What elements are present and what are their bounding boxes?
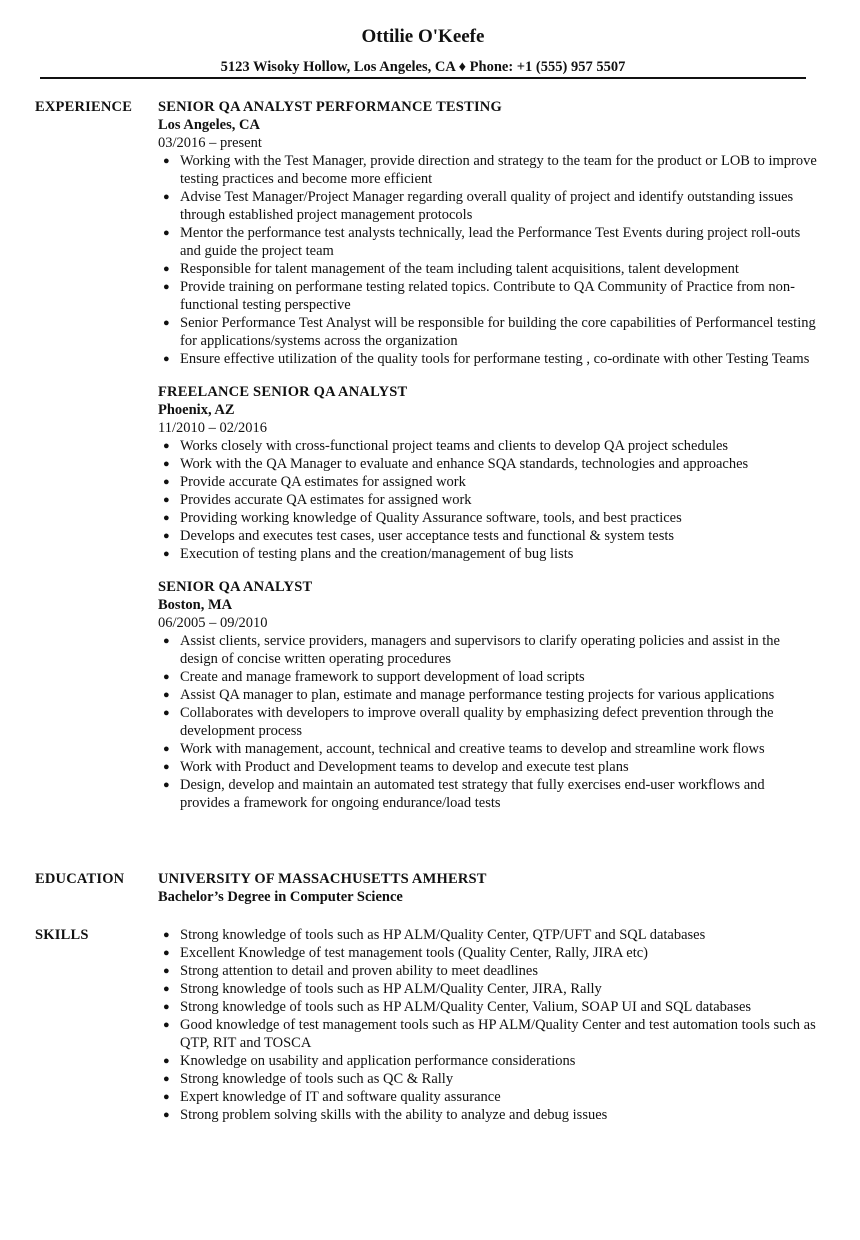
list-item bbox=[158, 668, 818, 686]
list-item bbox=[158, 704, 818, 740]
bullet-icon: ● bbox=[163, 548, 170, 560]
list-item bbox=[158, 980, 818, 998]
degree-name: Bachelor’s Degree in Computer Science bbox=[158, 889, 403, 905]
skill-text: Strong knowledge of tools such as HP ALM/Quality Center, QTP/UFT and SQL databases bbox=[180, 927, 706, 943]
duty-text: Ensure effective utilization of the quality tools for performane testing , co-ordinate with other Testing Teams bbox=[180, 351, 810, 367]
list-item bbox=[158, 473, 818, 491]
bullet-icon: ● bbox=[163, 1001, 170, 1013]
list-item bbox=[158, 686, 818, 704]
job-title: SENIOR QA ANALYST PERFORMANCE TESTING bbox=[158, 99, 502, 115]
list-item bbox=[158, 758, 818, 776]
bullet-icon: ● bbox=[163, 1019, 170, 1031]
bullet-icon: ● bbox=[163, 458, 170, 470]
job-dates: 03/2016 – present bbox=[158, 135, 262, 151]
skill-text: Good knowledge of test management tools such as HP ALM/Quality Center and test automation tools such as QTP, RIT and TOSCA bbox=[180, 1017, 816, 1051]
job-location: Phoenix, AZ bbox=[158, 402, 235, 418]
duty-text: Responsible for talent management of the team including talent acquisitions, talent development bbox=[180, 261, 739, 277]
list-item bbox=[158, 1070, 818, 1088]
header-divider bbox=[40, 77, 806, 79]
duty-text: Providing working knowledge of Quality Assurance software, tools, and best practices bbox=[180, 510, 682, 526]
job-entry bbox=[158, 383, 818, 563]
bullet-icon: ● bbox=[163, 671, 170, 683]
duty-text: Advise Test Manager/Project Manager regarding overall quality of project and identify outstanding issues through established project management protocols bbox=[180, 189, 794, 223]
bullet-icon: ● bbox=[163, 761, 170, 773]
bullet-icon: ● bbox=[163, 227, 170, 239]
job-duties-list bbox=[158, 632, 818, 812]
bullet-icon: ● bbox=[163, 743, 170, 755]
bullet-icon: ● bbox=[163, 983, 170, 995]
list-item bbox=[158, 1052, 818, 1070]
skill-text: Knowledge on usability and application performance considerations bbox=[180, 1053, 576, 1069]
job-entry bbox=[158, 578, 818, 812]
skill-text: Strong attention to detail and proven ability to meet deadlines bbox=[180, 963, 538, 979]
education-heading: EDUCATION bbox=[35, 871, 125, 887]
experience-jobs bbox=[158, 98, 818, 827]
education-body bbox=[158, 870, 818, 906]
candidate-name: Ottilie O'Keefe bbox=[361, 26, 485, 47]
duty-text: Senior Performance Test Analyst will be responsible for building the core capabilities of Performancel testing for applications/systems across the organization bbox=[180, 315, 816, 349]
job-dates: 11/2010 – 02/2016 bbox=[158, 420, 268, 436]
job-duties-list bbox=[158, 152, 818, 368]
duty-text: Provide training on performane testing related topics. Contribute to QA Community of Practice from non-functional testing perspective bbox=[180, 279, 795, 313]
duty-text: Collaborates with developers to improve overall quality by emphasizing defect prevention through the development process bbox=[180, 705, 774, 739]
skills-body bbox=[158, 926, 818, 1124]
bullet-icon: ● bbox=[163, 155, 170, 167]
job-location: Boston, MA bbox=[158, 597, 233, 613]
duty-text: Work with the QA Manager to evaluate and enhance SQA standards, technologies and approaches bbox=[180, 456, 749, 472]
duty-text: Execution of testing plans and the creation/management of bug lists bbox=[180, 546, 574, 562]
bullet-icon: ● bbox=[163, 635, 170, 647]
skills-heading: SKILLS bbox=[35, 927, 89, 943]
duty-text: Provides accurate QA estimates for assigned work bbox=[180, 492, 472, 508]
duty-text: Develops and executes test cases, user acceptance tests and functional & system tests bbox=[180, 528, 675, 544]
list-item bbox=[158, 314, 818, 350]
experience-heading: EXPERIENCE bbox=[35, 99, 133, 115]
list-item bbox=[158, 350, 818, 368]
list-item bbox=[158, 188, 818, 224]
skill-text: Strong knowledge of tools such as HP ALM/Quality Center, JIRA, Rally bbox=[180, 981, 602, 997]
bullet-icon: ● bbox=[163, 1073, 170, 1085]
list-item bbox=[158, 962, 818, 980]
duty-text: Work with management, account, technical and creative teams to develop and streamline work flows bbox=[180, 741, 765, 757]
bullet-icon: ● bbox=[163, 929, 170, 941]
list-item bbox=[158, 944, 818, 962]
bullet-icon: ● bbox=[163, 476, 170, 488]
list-item bbox=[158, 740, 818, 758]
bullet-icon: ● bbox=[163, 1109, 170, 1121]
job-entry bbox=[158, 98, 818, 368]
skill-text: Strong problem solving skills with the ability to analyze and debug issues bbox=[180, 1107, 608, 1123]
bullet-icon: ● bbox=[163, 353, 170, 365]
job-title: FREELANCE SENIOR QA ANALYST bbox=[158, 384, 408, 400]
bullet-icon: ● bbox=[163, 947, 170, 959]
duty-text: Work with Product and Development teams to develop and execute test plans bbox=[180, 759, 629, 775]
job-dates: 06/2005 – 09/2010 bbox=[158, 615, 268, 631]
bullet-icon: ● bbox=[163, 494, 170, 506]
duty-text: Assist QA manager to plan, estimate and manage performance testing projects for various applications bbox=[180, 687, 775, 703]
skills-list bbox=[158, 926, 818, 1124]
duty-text: Mentor the performance test analysts technically, lead the Performance Test Events during project roll-outs and guide the project team bbox=[180, 225, 801, 259]
bullet-icon: ● bbox=[163, 965, 170, 977]
duty-text: Provide accurate QA estimates for assigned work bbox=[180, 474, 466, 490]
list-item bbox=[158, 278, 818, 314]
job-title: SENIOR QA ANALYST bbox=[158, 579, 313, 595]
list-item bbox=[158, 632, 818, 668]
list-item bbox=[158, 926, 818, 944]
list-item bbox=[158, 455, 818, 473]
list-item bbox=[158, 224, 818, 260]
list-item bbox=[158, 1016, 818, 1052]
bullet-icon: ● bbox=[163, 779, 170, 791]
list-item bbox=[158, 527, 818, 545]
list-item bbox=[158, 152, 818, 188]
bullet-icon: ● bbox=[163, 689, 170, 701]
list-item bbox=[158, 776, 818, 812]
duty-text: Design, develop and maintain an automated test strategy that fully exercises end-user workflows and provides a framework for ongoing endurance/load tests bbox=[180, 777, 765, 811]
school-name: UNIVERSITY OF MASSACHUSETTS AMHERST bbox=[158, 871, 487, 887]
list-item bbox=[158, 1106, 818, 1124]
bullet-icon: ● bbox=[163, 707, 170, 719]
list-item bbox=[158, 509, 818, 527]
list-item bbox=[158, 260, 818, 278]
list-item bbox=[158, 545, 818, 563]
duty-text: Works closely with cross-functional project teams and clients to develop QA project schedules bbox=[180, 438, 729, 454]
skill-text: Strong knowledge of tools such as HP ALM/Quality Center, Valium, SOAP UI and SQL databases bbox=[180, 999, 752, 1015]
duty-text: Assist clients, service providers, managers and supervisors to clarify operating policies and assist in the design of concise written operating procedures bbox=[180, 633, 780, 667]
skill-text: Strong knowledge of tools such as QC & Rally bbox=[180, 1071, 454, 1087]
skill-text: Excellent Knowledge of test management tools (Quality Center, Rally, JIRA etc) bbox=[180, 945, 648, 961]
bullet-icon: ● bbox=[163, 1055, 170, 1067]
contact-line: 5123 Wisoky Hollow, Los Angeles, CA ♦ Phone: +1 (555) 957 5507 bbox=[220, 59, 626, 75]
bullet-icon: ● bbox=[163, 263, 170, 275]
bullet-icon: ● bbox=[163, 512, 170, 524]
job-duties-list bbox=[158, 437, 818, 563]
duty-text: Working with the Test Manager, provide direction and strategy to the team for the product or LOB to improve testing practices and become more efficient bbox=[180, 153, 817, 187]
list-item bbox=[158, 437, 818, 455]
bullet-icon: ● bbox=[163, 440, 170, 452]
duty-text: Create and manage framework to support development of load scripts bbox=[180, 669, 585, 685]
list-item bbox=[158, 1088, 818, 1106]
bullet-icon: ● bbox=[163, 317, 170, 329]
bullet-icon: ● bbox=[163, 1091, 170, 1103]
job-location: Los Angeles, CA bbox=[158, 117, 260, 133]
bullet-icon: ● bbox=[163, 530, 170, 542]
list-item bbox=[158, 491, 818, 509]
bullet-icon: ● bbox=[163, 191, 170, 203]
list-item bbox=[158, 998, 818, 1016]
skill-text: Expert knowledge of IT and software quality assurance bbox=[180, 1089, 501, 1105]
bullet-icon: ● bbox=[163, 281, 170, 293]
